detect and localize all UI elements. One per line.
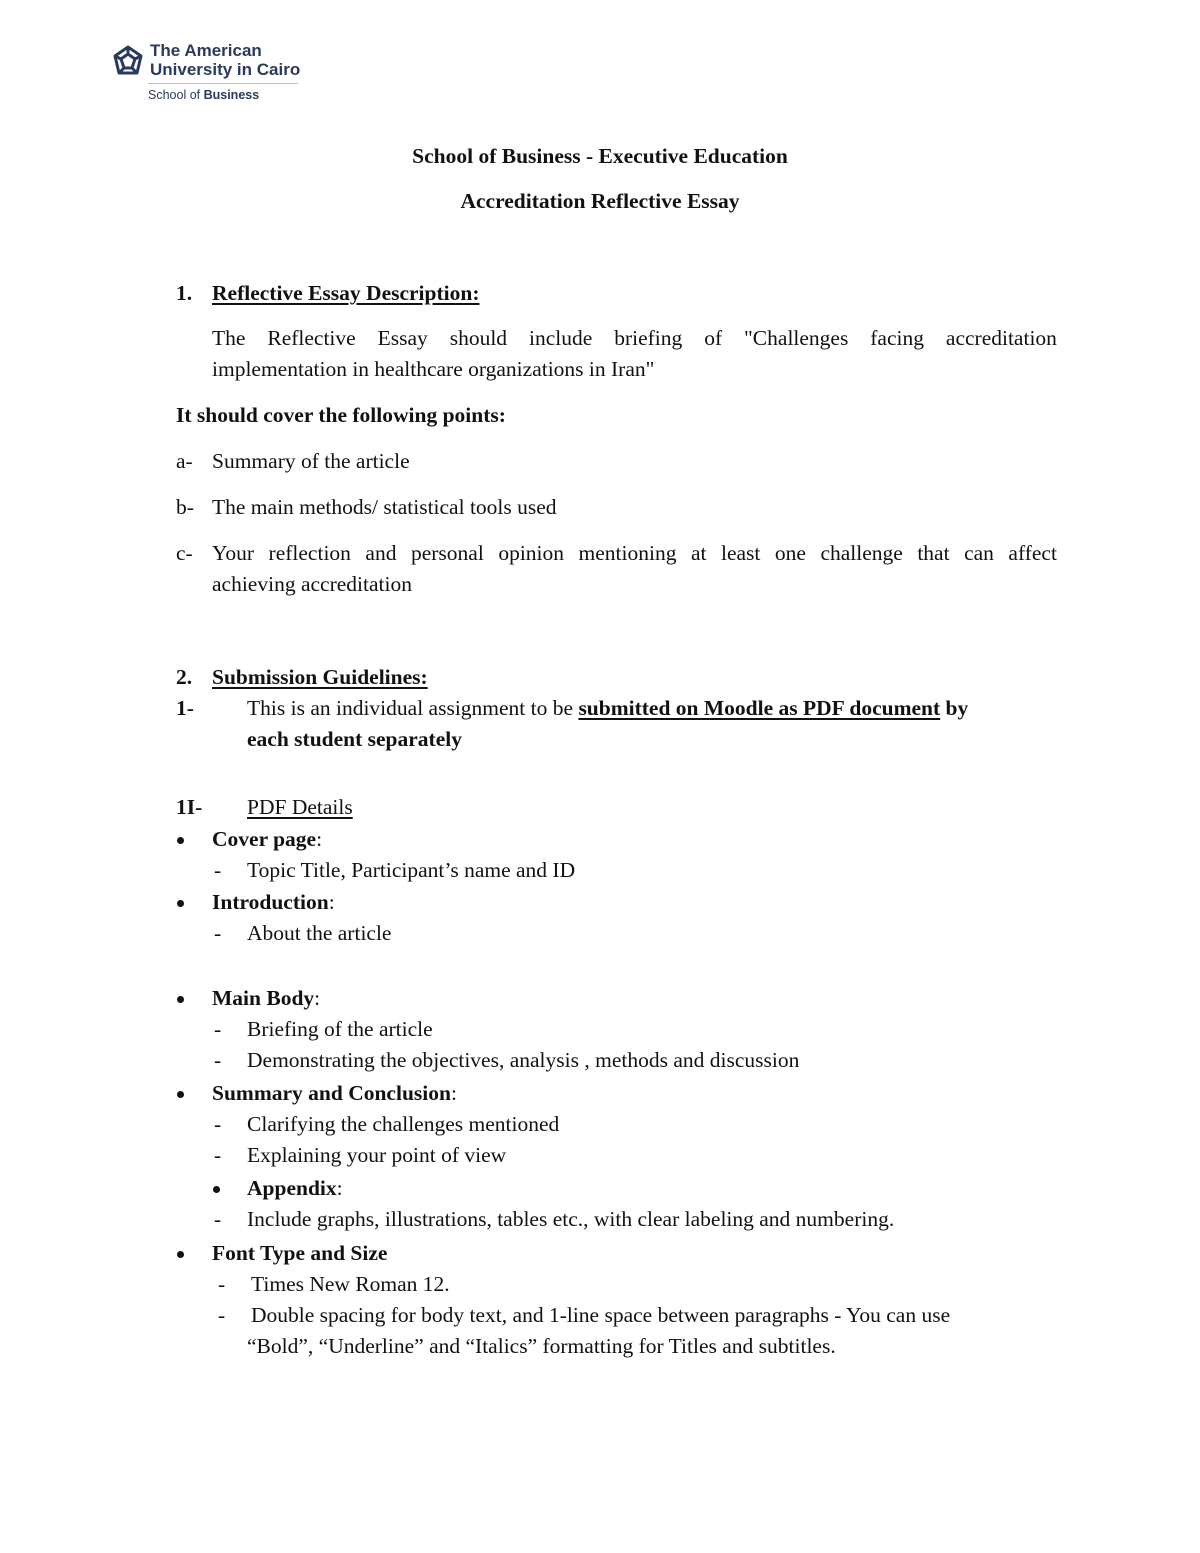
word: reflection bbox=[268, 541, 351, 565]
bullet-icon bbox=[177, 837, 184, 844]
introduction-label: Introduction: bbox=[212, 890, 335, 914]
dash-marker: - bbox=[214, 1207, 222, 1231]
description-line-1 bbox=[212, 328, 1057, 350]
point-c-line-1 bbox=[212, 543, 1057, 565]
main-body-detail-2: Demonstrating the objectives, analysis , methods and discussion bbox=[247, 1048, 800, 1072]
word: include bbox=[528, 326, 593, 350]
dash-marker: - bbox=[214, 1017, 222, 1041]
section-1-title: Reflective Essay Description: bbox=[212, 281, 480, 305]
word: that bbox=[917, 541, 950, 565]
guideline-2-marker: 1I- bbox=[176, 795, 203, 819]
summary-detail-1: Clarifying the challenges mentioned bbox=[247, 1112, 560, 1136]
guideline-1-text: This is an individual assignment to be submitted on Moodle as PDF document by bbox=[247, 696, 969, 720]
word: Reflective bbox=[267, 326, 356, 350]
appendix-label: Appendix: bbox=[247, 1176, 343, 1200]
guideline-1-line-2: each student separately bbox=[247, 727, 462, 751]
dash-marker: - bbox=[214, 1048, 222, 1072]
summary-label: Summary and Conclusion: bbox=[212, 1081, 457, 1105]
word: one bbox=[774, 541, 806, 565]
logo-line-1: The American bbox=[150, 41, 262, 60]
pdf-details-title: PDF Details bbox=[247, 795, 353, 819]
dash-marker: - bbox=[214, 858, 222, 882]
summary-detail-2: Explaining your point of view bbox=[247, 1143, 507, 1167]
university-logo bbox=[110, 42, 310, 102]
university-emblem-icon bbox=[110, 44, 146, 80]
word: The bbox=[212, 326, 246, 350]
word: personal bbox=[410, 541, 484, 565]
word: challenge bbox=[820, 541, 903, 565]
main-body-label: Main Body: bbox=[212, 986, 321, 1010]
bullet-icon bbox=[177, 900, 184, 907]
document-subtitle: Accreditation Reflective Essay bbox=[460, 189, 740, 213]
moodle-pdf-emphasis: submitted on Moodle as PDF document bbox=[578, 696, 941, 720]
point-b-text: The main methods/ statistical tools used bbox=[212, 495, 557, 519]
logo-school-name: School of Business bbox=[148, 88, 260, 102]
word: opinion bbox=[498, 541, 565, 565]
appendix-detail: Include graphs, illustrations, tables etc., with clear labeling and numbering. bbox=[247, 1207, 895, 1231]
word: affect bbox=[1008, 541, 1057, 565]
dash-marker: - bbox=[218, 1272, 226, 1296]
word: "Challenges bbox=[744, 326, 849, 350]
bullet-icon bbox=[177, 996, 184, 1003]
word: Essay bbox=[377, 326, 428, 350]
logo-divider bbox=[148, 83, 298, 84]
word: briefing bbox=[614, 326, 683, 350]
word: Your bbox=[212, 541, 255, 565]
word: accreditation bbox=[945, 326, 1057, 350]
word: facing bbox=[870, 326, 924, 350]
document-title: School of Business - Executive Education bbox=[412, 144, 788, 168]
guideline-1-marker: 1- bbox=[176, 696, 194, 720]
cover-page-label: Cover page: bbox=[212, 827, 323, 851]
font-detail-1: Times New Roman 12. bbox=[251, 1272, 450, 1296]
point-a-marker: a- bbox=[176, 449, 193, 473]
logo-line-2: University in Cairo bbox=[150, 60, 301, 79]
word: of bbox=[704, 326, 723, 350]
dash-marker: - bbox=[214, 1143, 222, 1167]
cover-page-detail: Topic Title, Participant’s name and ID bbox=[247, 858, 576, 882]
dash-marker: - bbox=[218, 1303, 226, 1327]
font-type-label: Font Type and Size bbox=[212, 1241, 388, 1265]
point-b-marker: b- bbox=[176, 495, 194, 519]
main-body-detail-1: Briefing of the article bbox=[247, 1017, 433, 1041]
word: should bbox=[449, 326, 508, 350]
font-detail-2-line-1: Double spacing for body text, and 1-line space between paragraphs - You can use bbox=[251, 1303, 951, 1327]
word: mentioning bbox=[578, 541, 677, 565]
point-c-line-2: achieving accreditation bbox=[212, 572, 412, 596]
point-c-marker: c- bbox=[176, 541, 193, 565]
section-2-title: Submission Guidelines: bbox=[212, 665, 428, 689]
bullet-icon bbox=[213, 1186, 220, 1193]
bullet-icon bbox=[177, 1091, 184, 1098]
description-line-2: implementation in healthcare organizations in Iran" bbox=[212, 357, 655, 381]
introduction-detail: About the article bbox=[247, 921, 392, 945]
word: can bbox=[964, 541, 994, 565]
font-detail-2-line-2: “Bold”, “Underline” and “Italics” formatting for Titles and subtitles. bbox=[247, 1334, 836, 1358]
section-2-number: 2. bbox=[176, 665, 193, 689]
points-heading: It should cover the following points: bbox=[176, 403, 506, 427]
dash-marker: - bbox=[214, 1112, 222, 1136]
word: and bbox=[365, 541, 397, 565]
bullet-icon bbox=[177, 1251, 184, 1258]
dash-marker: - bbox=[214, 921, 222, 945]
word: at bbox=[690, 541, 707, 565]
section-1-number: 1. bbox=[176, 281, 193, 305]
word: least bbox=[720, 541, 761, 565]
point-a-text: Summary of the article bbox=[212, 449, 410, 473]
